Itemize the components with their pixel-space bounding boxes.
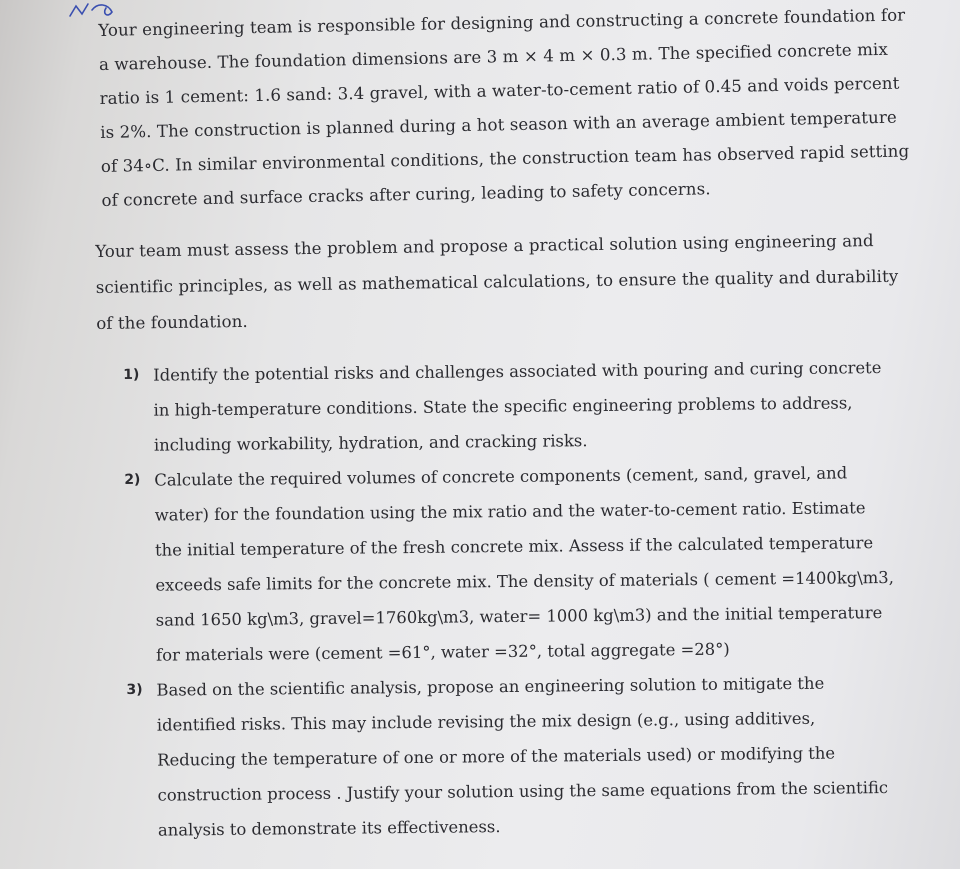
text-line: the initial temperature of the fresh concrete mix. Assess if the calculated temperature <box>154 533 874 560</box>
text-line: ratio is 1 cement: 1.6 sand: 3.4 gravel, with a water-to-cement ratio of 0.45 and voids percent <box>99 73 900 108</box>
text-line: analysis to demonstrate its effectiveness. <box>157 817 501 840</box>
text-line: of concrete and surface cracks after curing, leading to safety concerns. <box>101 179 711 210</box>
question-item <box>123 350 882 463</box>
question-number: 2) <box>124 471 141 488</box>
text-line: water) for the foundation using the mix ratio and the water-to-cement ratio. Estimate <box>154 498 866 525</box>
text-line: Identify the potential risks and challenges associated with pouring and curing concrete <box>153 358 882 385</box>
text-line: identified risks. This may include revising the mix design (e.g., using additives, <box>156 708 816 735</box>
text-line: is 2%. The construction is planned during a hot season with an average ambient temperature <box>100 107 897 142</box>
text-line: for materials were (cement =61°, water =32°, total aggregate =28°) <box>156 639 730 665</box>
question-item <box>124 455 894 673</box>
text-line: sand 1650 kg\m3, gravel=1760kg\m3, water= 1000 kg\m3) and the initial temperature <box>155 603 883 630</box>
text-line: construction process . Justify your solution using the same equations from the scientific <box>157 778 889 805</box>
text-line: exceeds safe limits for the concrete mix. The density of materials ( cement =1400kg\m3, <box>155 567 894 595</box>
text-line: including workability, hydration, and cracking risks. <box>153 431 588 455</box>
text-line: Calculate the required volumes of concrete components (cement, sand, gravel, and <box>154 463 848 490</box>
question-item <box>126 665 889 848</box>
task-paragraph <box>95 223 899 342</box>
text-line: Your team must assess the problem and propose a practical solution using engineering and <box>95 231 874 261</box>
text-line: of the foundation. <box>96 311 248 333</box>
text-line: a warehouse. The foundation dimensions are 3 m × 4 m × 0.3 m. The specified concrete mix <box>98 39 889 74</box>
text-line: scientific principles, as well as mathematical calculations, to ensure the quality and durability <box>95 266 899 297</box>
text-line: of 34∘C. In similar environmental conditions, the construction team has observed rapid setting <box>100 141 910 176</box>
intro-paragraph <box>98 0 910 218</box>
question-list <box>123 350 894 848</box>
text-line: Your engineering team is responsible for designing and constructing a concrete foundation for <box>98 5 906 40</box>
text-line: Based on the scientific analysis, propose an engineering solution to mitigate the <box>156 673 825 700</box>
question-number: 1) <box>123 366 140 383</box>
text-line: Reducing the temperature of one or more of the materials used) or modifying the <box>157 743 836 770</box>
text-line: in high-temperature conditions. State the specific engineering problems to address, <box>153 393 853 420</box>
question-number: 3) <box>126 681 143 698</box>
